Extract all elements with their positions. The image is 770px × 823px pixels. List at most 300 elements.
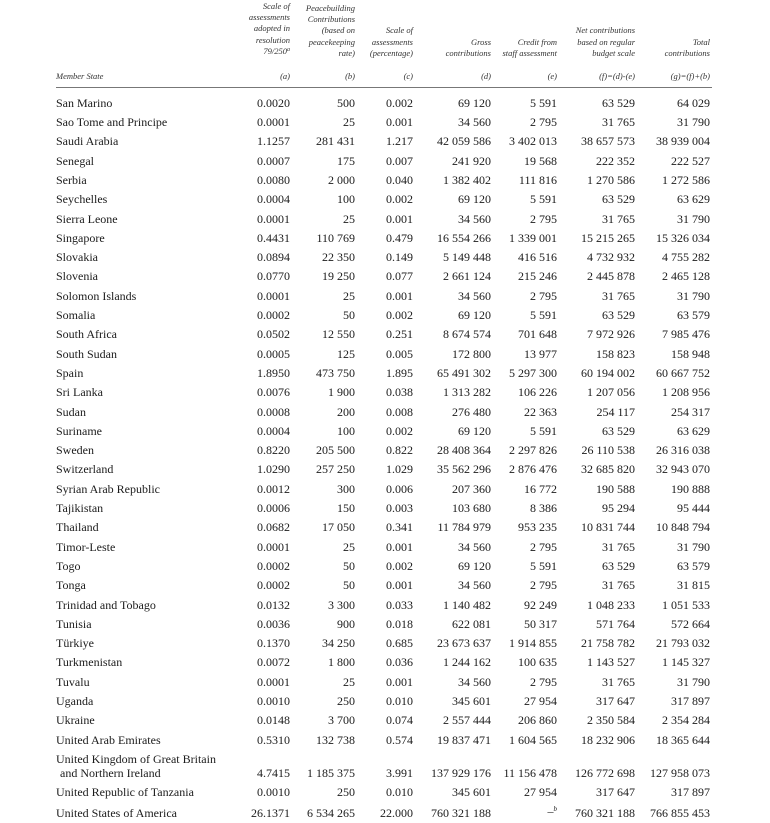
gross-contribution-value: 28 408 364 <box>437 443 491 458</box>
scale-adopted-value: 0.0010 <box>257 694 290 708</box>
peacebuilding-contribution-cell <box>290 691 355 710</box>
gross-contribution-cell <box>413 228 491 247</box>
staff-assessment-credit-value: 416 516 <box>518 250 557 265</box>
total-contribution-value: 64 029 <box>677 95 710 110</box>
scale-percentage-cell <box>355 267 413 286</box>
staff-assessment-credit-cell <box>491 421 557 440</box>
scale-percentage-cell <box>355 518 413 537</box>
peacebuilding-contribution-cell <box>290 132 355 151</box>
table-row <box>56 556 712 575</box>
scale-adopted-cell <box>232 782 290 801</box>
total-contribution-value: 31 790 <box>677 115 710 130</box>
net-contribution-value: 190 588 <box>596 481 635 496</box>
gross-contribution-cell <box>413 286 491 305</box>
net-contribution-cell <box>557 402 635 421</box>
formula-f: (f)=(d)-(e) <box>557 64 635 88</box>
gross-contribution-cell <box>413 595 491 614</box>
scale-adopted-cell <box>232 479 290 498</box>
peacebuilding-contribution-cell <box>290 575 355 594</box>
net-contribution-cell <box>557 228 635 247</box>
member-state-cell: United Arab Emirates <box>56 732 161 747</box>
gross-contribution-value: 42 059 586 <box>437 134 491 149</box>
peacebuilding-contribution-value: 900 <box>337 616 355 631</box>
net-contribution-value: 18 232 906 <box>581 732 635 747</box>
gross-contribution-value: 19 837 471 <box>437 732 491 747</box>
scale-adopted-value: 0.0002 <box>257 308 290 323</box>
scale-percentage-value: 0.002 <box>386 192 413 207</box>
net-contribution-cell <box>557 575 635 594</box>
col-title: Net contributions based on regular budget scale <box>575 25 635 58</box>
gross-contribution-cell <box>413 537 491 556</box>
scale-adopted-value: 0.0002 <box>257 578 290 593</box>
gross-contribution-value: 69 120 <box>458 95 491 110</box>
scale-percentage-value: 22.000 <box>380 806 413 821</box>
net-contribution-value: 15 215 265 <box>581 230 635 245</box>
net-contribution-value: 4 732 932 <box>587 250 635 265</box>
scale-adopted-value: 0.0008 <box>257 404 290 419</box>
scale-percentage-cell <box>355 691 413 710</box>
total-contribution-value: 1 051 533 <box>662 597 710 612</box>
scale-adopted-cell <box>232 595 290 614</box>
table-row <box>56 440 712 459</box>
staff-assessment-credit-value: 701 648 <box>518 327 557 342</box>
peacebuilding-contribution-cell <box>290 189 355 208</box>
table-row <box>56 247 712 266</box>
net-contribution-value: 7 972 926 <box>587 327 635 342</box>
total-contribution-value: 4 755 282 <box>662 250 710 265</box>
member-state-cell: South Africa <box>56 327 117 342</box>
gross-contribution-value: 622 081 <box>452 616 491 631</box>
scale-percentage-cell <box>355 782 413 801</box>
net-contribution-cell <box>557 209 635 228</box>
scale-percentage-value: 1.217 <box>386 134 413 149</box>
staff-assessment-credit-cell <box>491 460 557 479</box>
total-contribution-cell <box>635 479 712 498</box>
member-state-cell: Tunisia <box>56 616 92 631</box>
total-contribution-cell <box>635 132 712 151</box>
staff-assessment-credit-value: 2 795 <box>530 539 557 554</box>
scale-percentage-value: 0.010 <box>386 785 413 800</box>
total-contribution-value: 766 855 453 <box>650 806 710 821</box>
scale-percentage-cell <box>355 711 413 730</box>
gross-contribution-value: 207 360 <box>452 481 491 496</box>
scale-percentage-cell <box>355 421 413 440</box>
peacebuilding-contribution-value: 250 <box>337 785 355 800</box>
peacebuilding-contribution-cell <box>290 730 355 749</box>
peacebuilding-contribution-value: 150 <box>337 501 355 516</box>
col-header-credit <box>491 0 557 64</box>
staff-assessment-credit-value: 2 795 <box>530 211 557 226</box>
total-contribution-cell <box>635 112 712 131</box>
staff-assessment-credit-value: 953 235 <box>518 520 557 535</box>
gross-contribution-cell <box>413 112 491 131</box>
net-contribution-value: 63 529 <box>602 423 635 438</box>
gross-contribution-cell <box>413 575 491 594</box>
staff-assessment-credit-value: 2 795 <box>530 578 557 593</box>
total-contribution-value: 63 579 <box>677 308 710 323</box>
total-contribution-value: 31 790 <box>677 539 710 554</box>
scale-percentage-value: 0.003 <box>386 501 413 516</box>
formula-e: (e) <box>491 64 557 88</box>
peacebuilding-contribution-cell <box>290 93 355 112</box>
gross-contribution-cell <box>413 653 491 672</box>
scale-adopted-cell <box>232 691 290 710</box>
total-contribution-cell <box>635 93 712 112</box>
gross-contribution-cell <box>413 730 491 749</box>
scale-percentage-cell <box>355 653 413 672</box>
peacebuilding-contribution-value: 22 350 <box>322 250 355 265</box>
gross-contribution-cell <box>413 267 491 286</box>
total-contribution-value: 31 790 <box>677 288 710 303</box>
total-contribution-value: 2 465 128 <box>662 269 710 284</box>
scale-adopted-cell <box>232 730 290 749</box>
gross-contribution-value: 11 784 979 <box>437 520 491 535</box>
net-contribution-cell <box>557 189 635 208</box>
net-contribution-cell <box>557 749 635 782</box>
total-contribution-cell <box>635 711 712 730</box>
gross-contribution-value: 35 562 296 <box>437 462 491 477</box>
total-contribution-value: 95 444 <box>677 501 710 516</box>
scale-percentage-cell <box>355 228 413 247</box>
total-contribution-cell <box>635 325 712 344</box>
scale-adopted-value: 0.0006 <box>257 501 290 516</box>
net-contribution-value: 126 772 698 <box>575 765 635 780</box>
net-contribution-value: 31 765 <box>602 674 635 689</box>
table-row <box>56 518 712 537</box>
gross-contribution-value: 34 560 <box>458 674 491 689</box>
total-contribution-cell <box>635 286 712 305</box>
net-contribution-value: 95 294 <box>602 501 635 516</box>
scale-percentage-cell <box>355 325 413 344</box>
total-contribution-value: 63 579 <box>677 558 710 573</box>
staff-assessment-credit-cell <box>491 782 557 801</box>
scale-percentage-cell <box>355 556 413 575</box>
member-state-cell: Tajikistan <box>56 501 104 516</box>
col-header-scale-percentage <box>355 0 413 64</box>
peacebuilding-contribution-cell <box>290 382 355 401</box>
formula-c: (c) <box>355 64 413 88</box>
member-state-cell: Sri Lanka <box>56 385 103 400</box>
member-state-cell: Ukraine <box>56 713 95 728</box>
gross-contribution-cell <box>413 151 491 170</box>
member-state-header: Member State <box>56 64 232 88</box>
peacebuilding-contribution-value: 17 050 <box>322 520 355 535</box>
scale-adopted-cell <box>232 344 290 363</box>
scale-adopted-cell <box>232 209 290 228</box>
total-contribution-value: 190 888 <box>671 481 710 496</box>
member-state-cell: Slovakia <box>56 250 98 265</box>
total-contribution-cell <box>635 614 712 633</box>
total-contribution-cell <box>635 189 712 208</box>
table-row <box>56 267 712 286</box>
peacebuilding-contribution-value: 110 769 <box>316 230 355 245</box>
total-contribution-cell <box>635 267 712 286</box>
peacebuilding-contribution-cell <box>290 228 355 247</box>
scale-adopted-cell <box>232 189 290 208</box>
staff-assessment-credit-value: 3 402 013 <box>509 134 557 149</box>
member-state-cell: Turkmenistan <box>56 655 123 670</box>
total-contribution-value: 1 272 586 <box>662 172 710 187</box>
member-state-cell: Syrian Arab Republic <box>56 481 160 496</box>
table-row <box>56 730 712 749</box>
staff-assessment-credit-value: 5 591 <box>530 95 557 110</box>
staff-assessment-credit-value: 11 156 478 <box>503 765 557 780</box>
gross-contribution-value: 2 661 124 <box>443 269 491 284</box>
peacebuilding-contribution-cell <box>290 247 355 266</box>
net-contribution-cell <box>557 112 635 131</box>
contributions-table <box>56 0 712 823</box>
scale-percentage-cell <box>355 402 413 421</box>
peacebuilding-contribution-value: 200 <box>337 404 355 419</box>
net-contribution-value: 63 529 <box>602 558 635 573</box>
staff-assessment-credit-cell <box>491 614 557 633</box>
member-state-cell: Switzerland <box>56 462 114 477</box>
scale-percentage-cell <box>355 382 413 401</box>
net-contribution-cell <box>557 802 635 823</box>
gross-contribution-cell <box>413 132 491 151</box>
net-contribution-value: 10 831 744 <box>581 520 635 535</box>
total-contribution-cell <box>635 209 712 228</box>
staff-assessment-credit-value: 16 772 <box>524 481 557 496</box>
member-state-cell: Serbia <box>56 172 87 187</box>
scale-adopted-cell <box>232 421 290 440</box>
peacebuilding-contribution-cell <box>290 711 355 730</box>
total-contribution-cell <box>635 382 712 401</box>
table-body <box>56 93 712 823</box>
peacebuilding-contribution-value: 205 500 <box>316 443 355 458</box>
net-contribution-cell <box>557 460 635 479</box>
gross-contribution-value: 1 140 482 <box>443 597 491 612</box>
table-row <box>56 132 712 151</box>
member-state-cell: Trinidad and Tobago <box>56 597 156 612</box>
scale-percentage-cell <box>355 170 413 189</box>
scale-percentage-value: 0.002 <box>386 558 413 573</box>
total-contribution-cell <box>635 575 712 594</box>
scale-percentage-value: 0.033 <box>386 597 413 612</box>
peacebuilding-contribution-cell <box>290 782 355 801</box>
gross-contribution-value: 5 149 448 <box>443 250 491 265</box>
gross-contribution-cell <box>413 711 491 730</box>
col-header-total <box>635 0 712 64</box>
member-state-cell: San Marino <box>56 95 113 110</box>
peacebuilding-contribution-cell <box>290 440 355 459</box>
total-contribution-cell <box>635 170 712 189</box>
total-contribution-cell <box>635 672 712 691</box>
total-contribution-cell <box>635 344 712 363</box>
staff-assessment-credit-value: 5 591 <box>530 558 557 573</box>
gross-contribution-cell <box>413 460 491 479</box>
table-row <box>56 537 712 556</box>
scale-percentage-value: 0.040 <box>386 172 413 187</box>
member-state-cell: Senegal <box>56 153 94 168</box>
peacebuilding-contribution-value: 12 550 <box>322 327 355 342</box>
net-contribution-value: 31 765 <box>602 211 635 226</box>
total-contribution-value: 317 897 <box>671 694 710 708</box>
staff-assessment-credit-cell <box>491 112 557 131</box>
scale-adopted-value: 0.0072 <box>257 655 290 670</box>
member-state-cell: United Kingdom of Great Britain and Northern Ireland <box>56 751 216 780</box>
scale-adopted-value: 0.0148 <box>257 713 290 728</box>
gross-contribution-value: 69 120 <box>458 308 491 323</box>
peacebuilding-contribution-value: 25 <box>343 211 355 226</box>
net-contribution-cell <box>557 518 635 537</box>
peacebuilding-contribution-value: 281 431 <box>316 134 355 149</box>
scale-adopted-value: 0.0020 <box>257 95 290 110</box>
scale-adopted-cell <box>232 575 290 594</box>
net-contribution-value: 760 321 188 <box>575 806 635 821</box>
net-contribution-cell <box>557 421 635 440</box>
member-state-cell: Sao Tome and Principe <box>56 115 168 130</box>
scale-adopted-cell <box>232 460 290 479</box>
gross-contribution-value: 34 560 <box>458 539 491 554</box>
gross-contribution-cell <box>413 209 491 228</box>
peacebuilding-contribution-cell <box>290 614 355 633</box>
net-contribution-cell <box>557 730 635 749</box>
peacebuilding-contribution-value: 100 <box>337 192 355 207</box>
scale-percentage-cell <box>355 93 413 112</box>
net-contribution-value: 31 765 <box>602 539 635 554</box>
total-contribution-cell <box>635 363 712 382</box>
staff-assessment-credit-cell <box>491 691 557 710</box>
scale-percentage-cell <box>355 286 413 305</box>
scale-percentage-cell <box>355 247 413 266</box>
staff-assessment-credit-cell <box>491 633 557 652</box>
peacebuilding-contribution-cell <box>290 498 355 517</box>
scale-adopted-value: 0.0036 <box>257 616 290 631</box>
scale-adopted-cell <box>232 247 290 266</box>
member-state-cell: Türkiye <box>56 636 94 651</box>
gross-contribution-cell <box>413 189 491 208</box>
scale-adopted-value: 0.0682 <box>257 520 290 535</box>
gross-contribution-cell <box>413 633 491 652</box>
gross-contribution-value: 69 120 <box>458 192 491 207</box>
staff-assessment-credit-cell <box>491 132 557 151</box>
total-contribution-value: 7 985 476 <box>662 327 710 342</box>
scale-adopted-cell <box>232 498 290 517</box>
contributions-table-sheet <box>56 0 712 823</box>
gross-contribution-value: 23 673 637 <box>437 636 491 651</box>
net-contribution-cell <box>557 672 635 691</box>
net-contribution-cell <box>557 595 635 614</box>
net-contribution-value: 21 758 782 <box>581 636 635 651</box>
peacebuilding-contribution-cell <box>290 653 355 672</box>
scale-adopted-value: 1.1257 <box>257 134 290 149</box>
staff-assessment-credit-value: 5 591 <box>530 308 557 323</box>
scale-percentage-cell <box>355 749 413 782</box>
net-contribution-value: 1 207 056 <box>587 385 635 400</box>
scale-percentage-cell <box>355 537 413 556</box>
scale-percentage-cell <box>355 575 413 594</box>
footnote-marker: a <box>287 46 290 53</box>
scale-adopted-value: 0.0502 <box>257 327 290 342</box>
net-contribution-value: 571 764 <box>596 616 635 631</box>
total-contribution-value: 572 664 <box>671 616 710 631</box>
total-contribution-cell <box>635 498 712 517</box>
peacebuilding-contribution-cell <box>290 537 355 556</box>
staff-assessment-credit-cell <box>491 209 557 228</box>
scale-percentage-value: 0.008 <box>386 404 413 419</box>
scale-adopted-value: 26.1371 <box>251 806 290 821</box>
gross-contribution-cell <box>413 440 491 459</box>
table-row <box>56 189 712 208</box>
gross-contribution-value: 34 560 <box>458 578 491 593</box>
staff-assessment-credit-cell <box>491 749 557 782</box>
scale-percentage-cell <box>355 363 413 382</box>
scale-adopted-cell <box>232 132 290 151</box>
net-contribution-cell <box>557 653 635 672</box>
gross-contribution-cell <box>413 614 491 633</box>
net-contribution-cell <box>557 363 635 382</box>
net-contribution-value: 31 765 <box>602 578 635 593</box>
gross-contribution-value: 276 480 <box>452 404 491 419</box>
net-contribution-value: 26 110 538 <box>581 443 635 458</box>
table-row <box>56 151 712 170</box>
staff-assessment-credit-cell <box>491 344 557 363</box>
scale-adopted-cell <box>232 672 290 691</box>
gross-contribution-value: 34 560 <box>458 211 491 226</box>
peacebuilding-contribution-value: 50 <box>343 308 355 323</box>
staff-assessment-credit-value: – <box>547 804 554 819</box>
staff-assessment-credit-cell <box>491 730 557 749</box>
total-contribution-value: 21 793 032 <box>656 636 710 651</box>
peacebuilding-contribution-value: 50 <box>343 558 355 573</box>
scale-percentage-value: 0.479 <box>386 230 413 245</box>
column-titles-row <box>56 0 712 64</box>
net-contribution-cell <box>557 93 635 112</box>
member-state-cell: Saudi Arabia <box>56 134 119 149</box>
gross-contribution-cell <box>413 518 491 537</box>
member-state-cell: Spain <box>56 365 84 380</box>
total-contribution-cell <box>635 782 712 801</box>
total-contribution-value: 10 848 794 <box>656 520 710 535</box>
staff-assessment-credit-cell <box>491 653 557 672</box>
staff-assessment-credit-cell <box>491 479 557 498</box>
peacebuilding-contribution-value: 100 <box>337 423 355 438</box>
total-contribution-cell <box>635 802 712 823</box>
table-row <box>56 460 712 479</box>
col-header-scale-adopted <box>232 0 290 64</box>
scale-adopted-cell <box>232 267 290 286</box>
gross-contribution-value: 69 120 <box>458 558 491 573</box>
gross-contribution-value: 8 674 574 <box>443 327 491 342</box>
col-title: Scale of assessments (percentage) <box>369 25 413 58</box>
table-row <box>56 305 712 324</box>
scale-adopted-value: 1.0290 <box>257 462 290 477</box>
scale-adopted-value: 0.0770 <box>257 269 290 284</box>
scale-percentage-cell <box>355 498 413 517</box>
total-contribution-value: 26 316 038 <box>656 443 710 458</box>
scale-percentage-value: 0.036 <box>386 655 413 670</box>
gross-contribution-value: 172 800 <box>452 346 491 361</box>
staff-assessment-credit-cell <box>491 518 557 537</box>
staff-assessment-credit-value: 5 591 <box>530 192 557 207</box>
scale-percentage-cell <box>355 672 413 691</box>
peacebuilding-contribution-value: 25 <box>343 115 355 130</box>
member-state-cell: Togo <box>56 558 81 573</box>
peacebuilding-contribution-cell <box>290 556 355 575</box>
scale-adopted-cell <box>232 286 290 305</box>
gross-contribution-value: 2 557 444 <box>443 713 491 728</box>
member-state-cell: South Sudan <box>56 346 118 361</box>
total-contribution-value: 2 354 284 <box>662 713 710 728</box>
staff-assessment-credit-cell <box>491 305 557 324</box>
scale-adopted-cell <box>232 749 290 782</box>
scale-adopted-cell <box>232 614 290 633</box>
net-contribution-cell <box>557 132 635 151</box>
gross-contribution-cell <box>413 556 491 575</box>
peacebuilding-contribution-cell <box>290 325 355 344</box>
scale-adopted-value: 0.0894 <box>257 250 290 265</box>
